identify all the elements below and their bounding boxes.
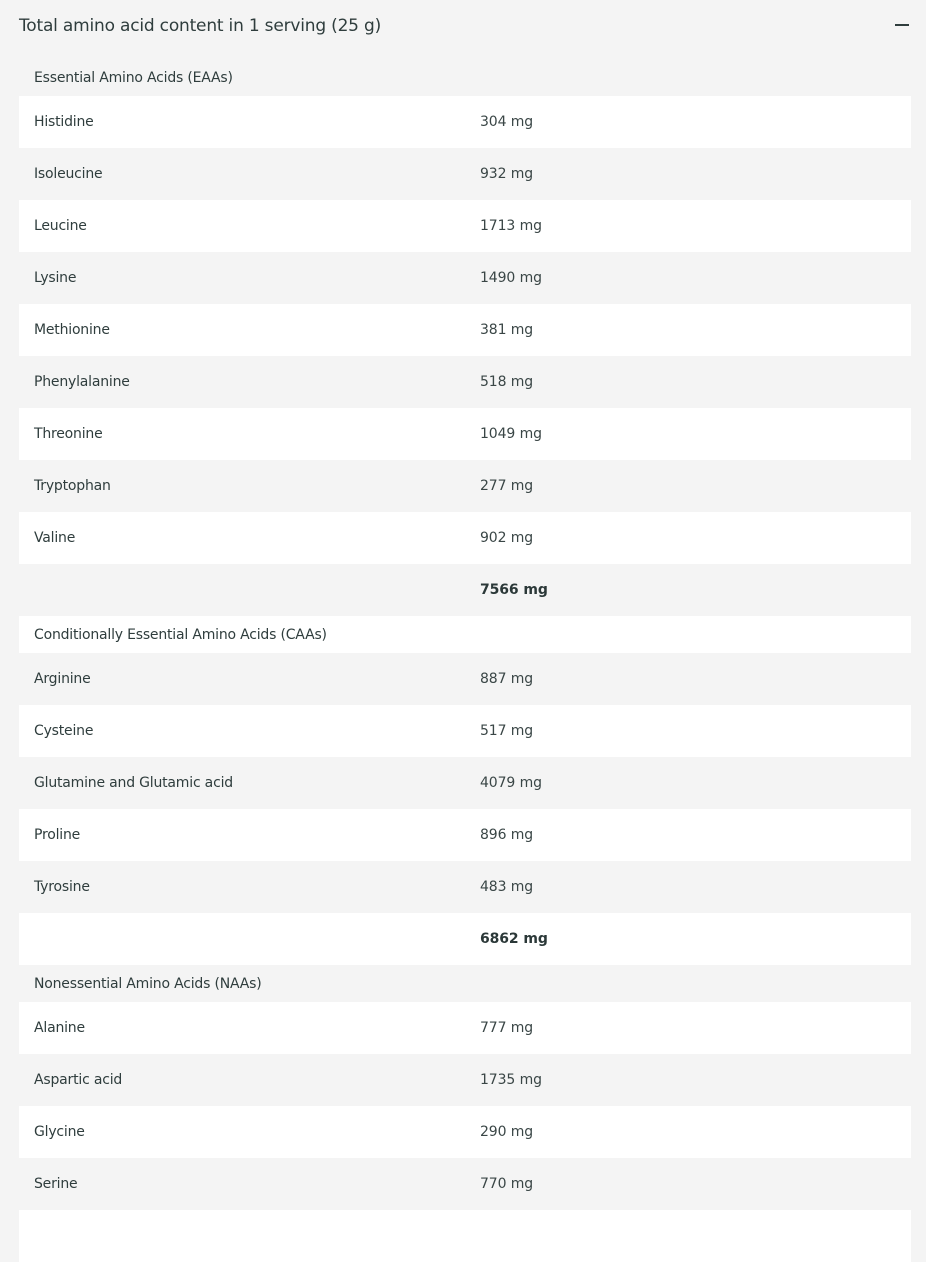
table-row: [19, 148, 911, 200]
amino-acid-name: Tyrosine: [34, 879, 90, 895]
amino-acid-name: Proline: [34, 827, 81, 843]
accordion-header[interactable]: [0, 0, 926, 52]
amino-acid-value: 1713 mg: [480, 218, 542, 234]
table-row: [19, 408, 911, 460]
amino-acid-table: [19, 59, 911, 1262]
table-row: [19, 96, 911, 148]
amino-acid-name: Histidine: [34, 114, 94, 130]
amino-acid-value: 290 mg: [480, 1124, 534, 1140]
amino-acid-name: Glutamine and Glutamic acid: [34, 775, 233, 791]
table-row: [19, 356, 911, 408]
amino-acid-value: 277 mg: [480, 478, 534, 494]
amino-acid-name: Aspartic acid: [34, 1072, 123, 1088]
table-row: [19, 304, 911, 356]
amino-acid-name: Alanine: [34, 1020, 85, 1036]
amino-acid-value: 932 mg: [480, 166, 534, 182]
amino-acid-name: Phenylalanine: [34, 374, 130, 390]
minus-icon: [895, 24, 909, 26]
table-row: [19, 1158, 911, 1210]
amino-acid-value: 1049 mg: [480, 426, 542, 442]
amino-acid-name: Threonine: [34, 426, 103, 442]
amino-acid-value: 4079 mg: [480, 775, 542, 791]
table-row: [19, 809, 911, 861]
section-heading-eaas: [19, 59, 911, 96]
amino-acid-value: 896 mg: [480, 827, 534, 843]
table-row: [19, 705, 911, 757]
table-row: [19, 512, 911, 564]
amino-acid-value: 902 mg: [480, 530, 534, 546]
table-row: [19, 1106, 911, 1158]
amino-acid-value: 887 mg: [480, 671, 534, 687]
section-heading-label: Nonessential Amino Acids (NAAs): [34, 975, 262, 992]
total-value: 7566 mg: [480, 582, 548, 598]
amino-acid-value: 483 mg: [480, 879, 534, 895]
amino-acid-value: 777 mg: [480, 1020, 534, 1036]
table-row: [19, 1054, 911, 1106]
amino-acid-value: 304 mg: [480, 114, 534, 130]
amino-acid-name: Isoleucine: [34, 166, 103, 182]
section-heading-label: Essential Amino Acids (EAAs): [34, 69, 233, 86]
amino-acid-name: Cysteine: [34, 723, 94, 739]
amino-acid-value: 518 mg: [480, 374, 534, 390]
table-row: [19, 200, 911, 252]
amino-acid-name: Tryptophan: [34, 478, 111, 494]
amino-acid-name: Leucine: [34, 218, 87, 234]
amino-acid-name: Arginine: [34, 671, 91, 687]
table-row: [19, 861, 911, 913]
amino-acid-name: Glycine: [34, 1124, 85, 1140]
amino-acid-value: 770 mg: [480, 1176, 534, 1192]
amino-acid-value: 517 mg: [480, 723, 534, 739]
table-row: [19, 757, 911, 809]
table-row: [19, 1002, 911, 1054]
amino-acid-name: Methionine: [34, 322, 110, 338]
total-row-caas: [19, 913, 911, 965]
section-heading-caas: [19, 616, 911, 653]
amino-acid-name: Lysine: [34, 270, 77, 286]
table-row: [19, 653, 911, 705]
amino-acid-name: Valine: [34, 530, 76, 546]
collapse-toggle-button[interactable]: [887, 14, 915, 38]
amino-acid-name: Serine: [34, 1176, 78, 1192]
total-value: 6862 mg: [480, 931, 548, 947]
accordion-title: Total amino acid content in 1 serving (25 g): [19, 16, 382, 36]
amino-acid-value: 1735 mg: [480, 1072, 542, 1088]
table-row: [19, 460, 911, 512]
total-row-eaas: [19, 564, 911, 616]
amino-acid-value: 1490 mg: [480, 270, 542, 286]
amino-acid-value: 381 mg: [480, 322, 534, 338]
section-heading-label: Conditionally Essential Amino Acids (CAAs): [34, 626, 327, 643]
table-row: [19, 252, 911, 304]
section-heading-naas: [19, 965, 911, 1002]
